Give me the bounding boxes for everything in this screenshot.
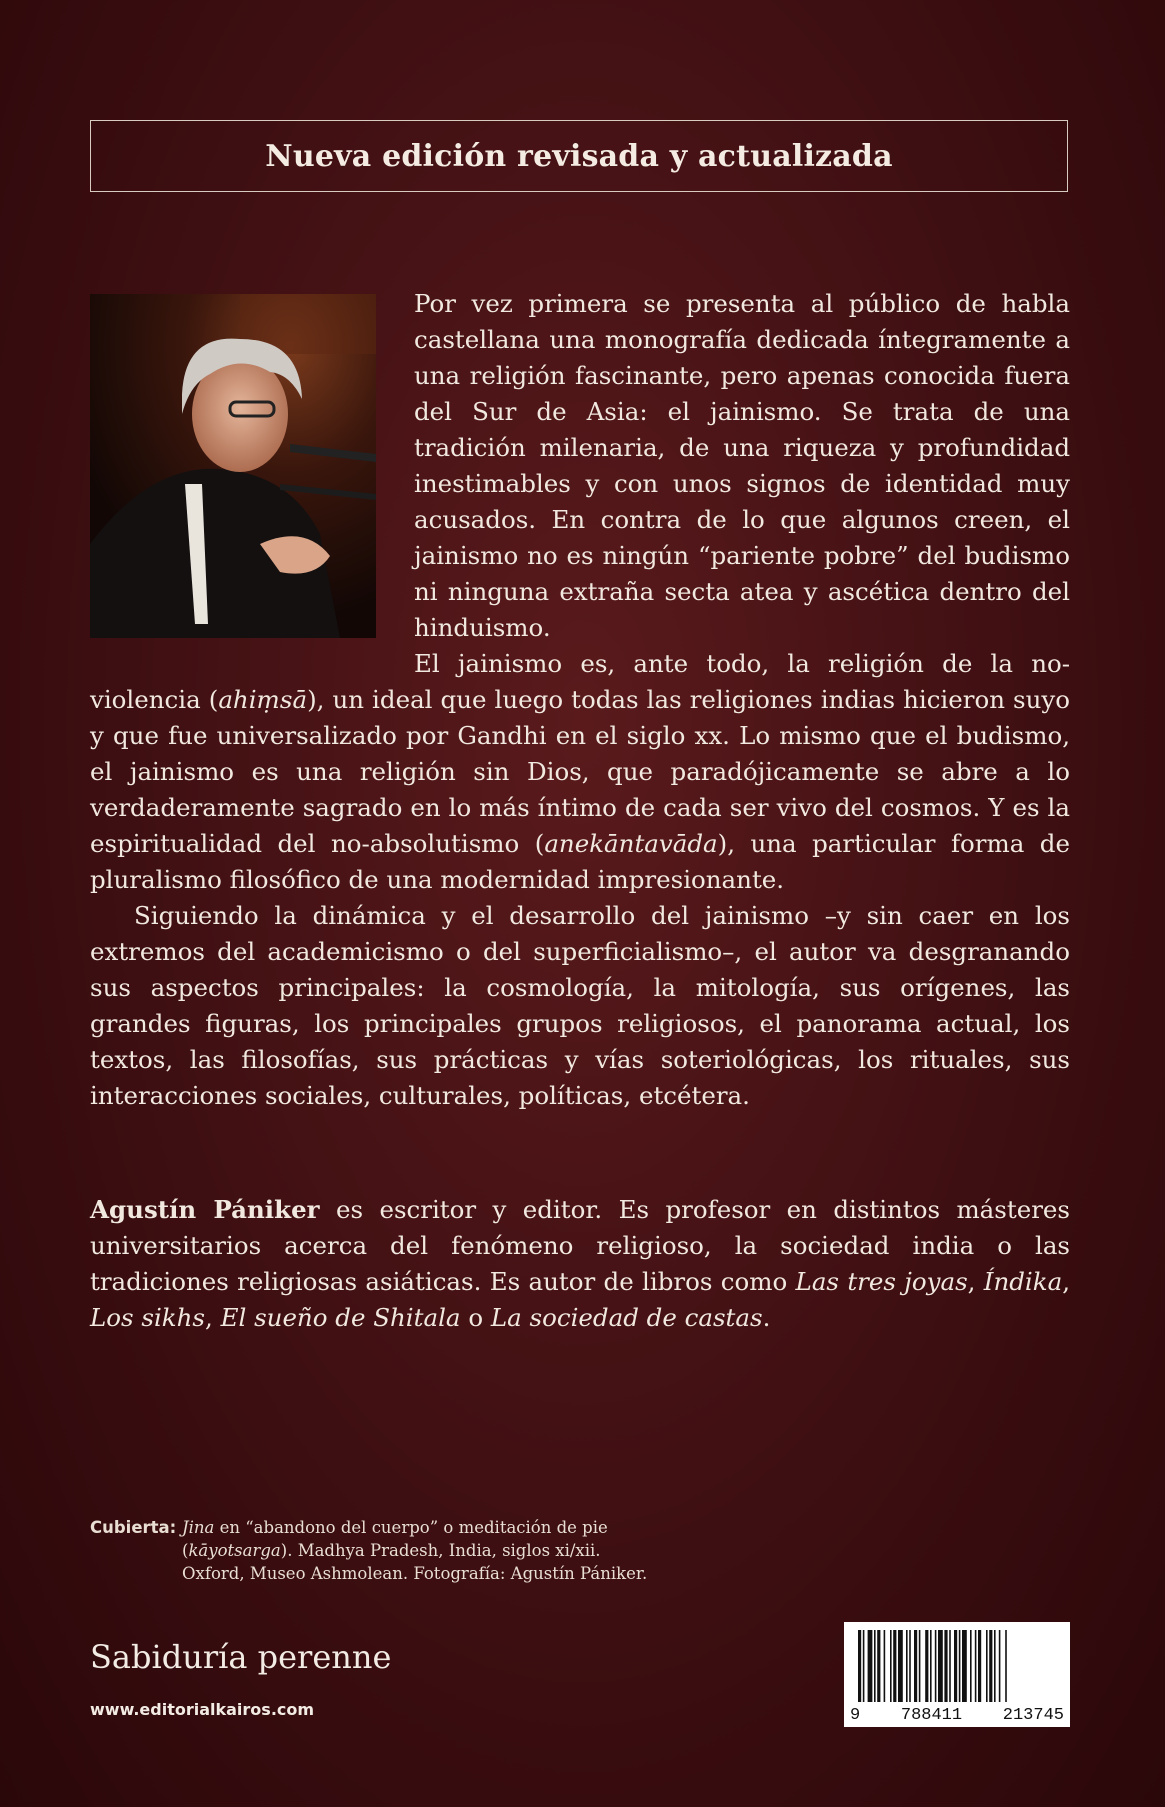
description-paragraph-1: Por vez primera se presenta al público de habla castellana una monografía dedicada íntegramente a una religión fascinante, pero apenas conocida fuera del Sur de Asia: el jainismo. Se trata de una tradición milenaria, de una riqueza y profundidad inestimables y con unos signos de identidad muy acusados. En contra de lo que algunos creen, el jainismo no es ningún “pariente pobre” del budismo ni ninguna extraña secta atea y ascética dentro del hinduismo. [414, 289, 1070, 642]
cover-credit-text: Jina en “abandono del cuerpo” o meditación de pie (kāyotsarga). Madhya Pradesh, India, siglos xi/xii. Oxford, Museo Ashmolean. Fotografía: Agustín Pániker. [182, 1518, 648, 1583]
description-paragraph-2: El jainismo es, ante todo, la religión de la no-violencia (ahiṃsā), un ideal que luego todas las religiones indias hicieron suyo y que fue universalizado por Gandhi en el siglo xx. Lo mismo que el budismo, el jainismo es una religión sin Dios, que paradójicamente se abre a lo verdaderamente sagrado en lo más íntimo de cada ser vivo del cosmos. Y es la espiritualidad del no-absolutismo (anekāntavāda), una particular forma de pluralismo filosófico de una modernidad impresionante. [90, 649, 1070, 894]
author-bio: Agustín Pániker es escritor y editor. Es profesor en distintos másteres universitarios acerca del fenómeno religioso, la sociedad india o las tradiciones religiosas asiáticas. Es autor de libros como Las tres joyas, Índika, Los sikhs, El sueño de Shitala o La sociedad de castas. [90, 1195, 1071, 1332]
publisher-website: www.editorialkairos.com [90, 1700, 315, 1719]
isbn-number: 9 788411 213745 [850, 1706, 1064, 1725]
edition-title: Nueva edición revisada y actualizada [265, 138, 893, 174]
description-text [90, 286, 1070, 1114]
description-paragraph-3: Siguiendo la dinámica y el desarrollo del jainismo –y sin caer en los extremos del academicismo o del superficialismo–, el autor va desgranando sus aspectos principales: la cosmología, la mitología, sus orígenes, las grandes figuras, los principales grupos religiosos, el panorama actual, los textos, las filosofías, sus prácticas y vías soteriológicas, los rituales, sus interacciones sociales, culturales, políticas, etcétera. [90, 901, 1070, 1110]
series-name: Sabiduría perenne [90, 1638, 392, 1676]
cover-credit [90, 1516, 660, 1585]
cover-credit-label: Cubierta: [90, 1518, 177, 1537]
edition-banner [90, 120, 1068, 192]
isbn-barcode [844, 1622, 1070, 1727]
author-name: Agustín Pániker [90, 1195, 320, 1224]
